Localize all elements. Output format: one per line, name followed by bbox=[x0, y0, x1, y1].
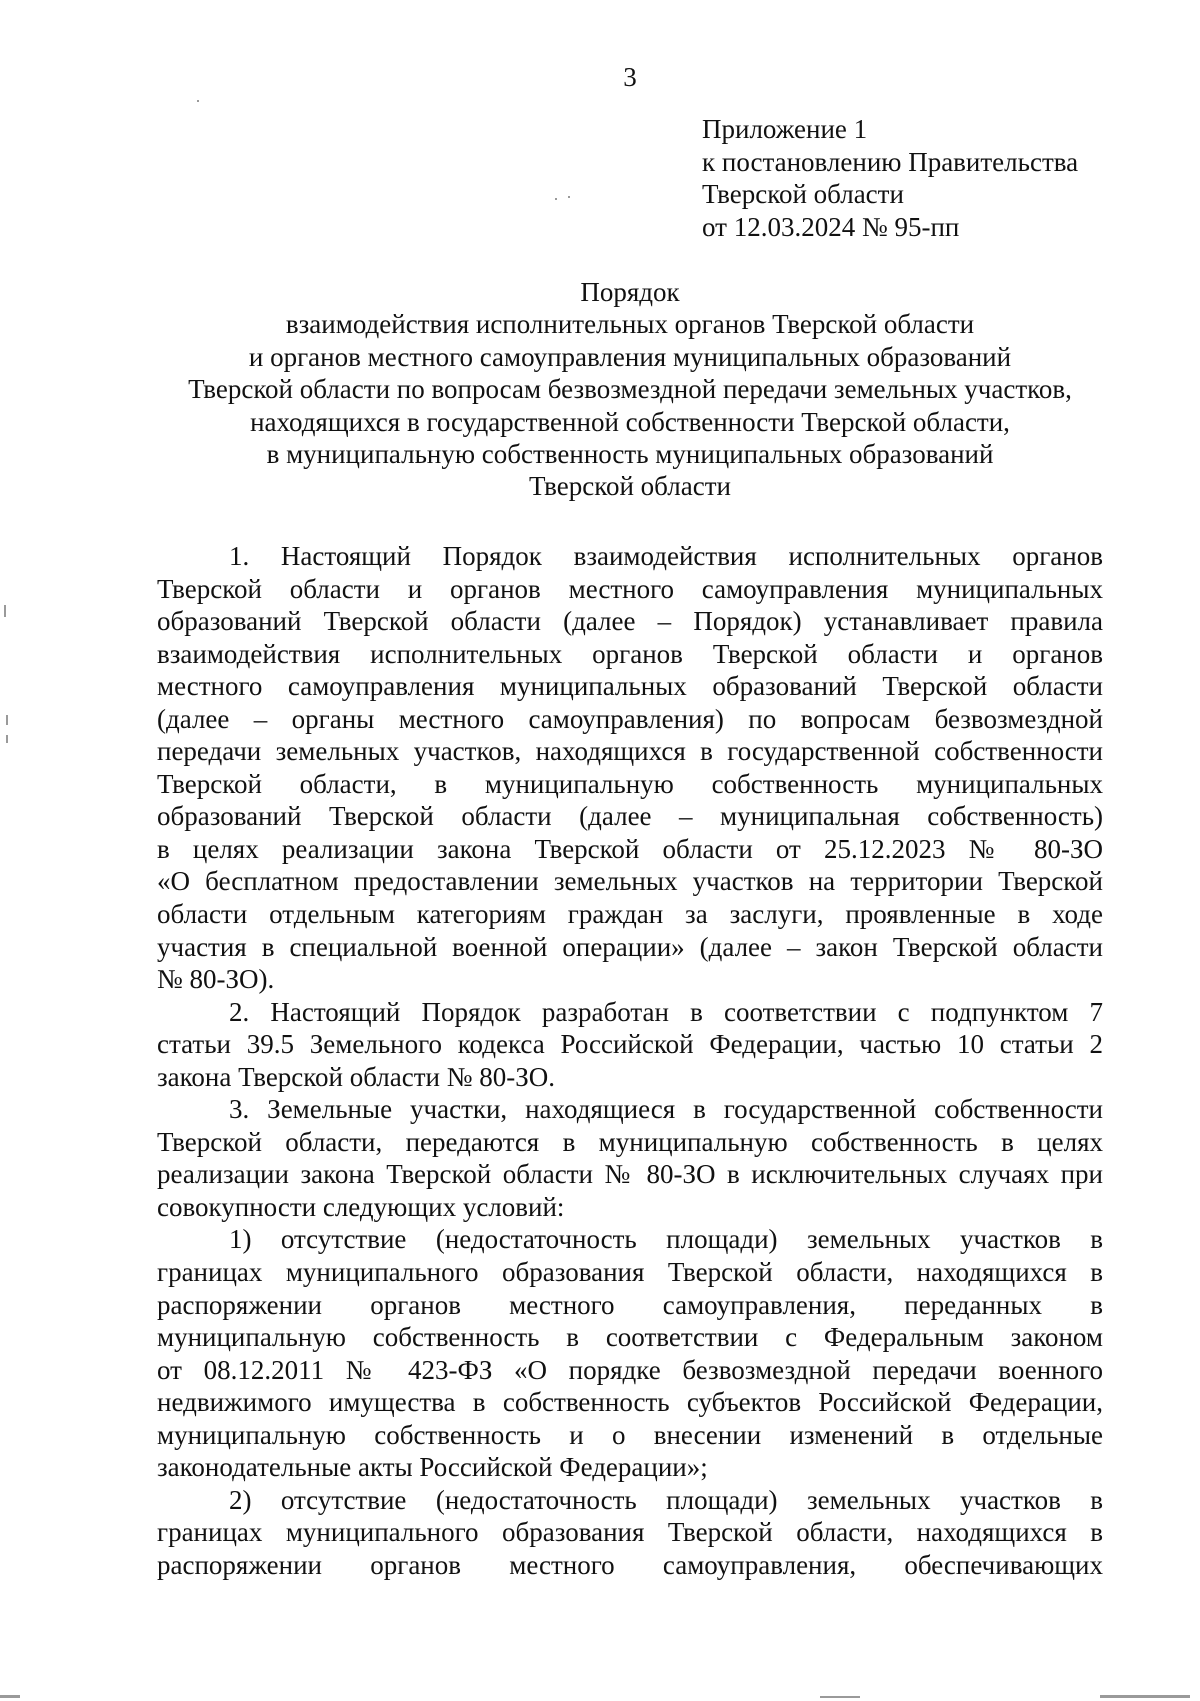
title-line: и органов местного самоуправления муниципальных образований bbox=[248, 341, 1012, 372]
appendix-line: Тверской области bbox=[702, 179, 904, 209]
body-line: муниципальную собственность в соответствии с Федеральным законом bbox=[157, 1322, 1103, 1353]
title-line: в муниципальную собственность муниципальных образований bbox=[266, 439, 994, 470]
title-line: взаимодействия исполнительных органов Тверской области bbox=[285, 309, 975, 340]
body-line: распоряжении органов местного самоуправления, переданных в bbox=[157, 1289, 1103, 1320]
scan-artifact bbox=[568, 196, 570, 198]
body-line: реализации закона Тверской области № 80-ЗО в исключительных случаях при bbox=[157, 1159, 1103, 1190]
body-line: 1) отсутствие (недостаточность площади) земельных участков в bbox=[229, 1224, 1103, 1255]
body-line: статьи 39.5 Земельного кодекса Российской Федерации, частью 10 статьи 2 bbox=[157, 1029, 1103, 1060]
title-line: Тверской области bbox=[529, 471, 731, 502]
body-line: в целях реализации закона Тверской области от 25.12.2023 № 80-ЗО bbox=[157, 833, 1103, 864]
body-line: границах муниципального образования Тверской области, находящихся в bbox=[157, 1517, 1103, 1548]
body-line: Тверской области и органов местного самоуправления муниципальных bbox=[157, 573, 1103, 604]
title-line: находящихся в государственной собственности Тверской области, bbox=[250, 406, 1010, 437]
body-line: Тверской области, в муниципальную собственность муниципальных bbox=[157, 768, 1103, 799]
body-line: «О бесплатном предоставлении земельных участков на территории Тверской bbox=[157, 866, 1103, 897]
body-line: области отдельным категориям граждан за заслуги, проявленные в ходе bbox=[157, 899, 1103, 930]
scan-artifact bbox=[4, 605, 6, 617]
body-line: распоряжении органов местного самоуправления, обеспечивающих bbox=[157, 1549, 1103, 1580]
scan-artifact bbox=[6, 715, 8, 725]
document-body bbox=[157, 540, 1103, 1582]
body-line: участия в специальной военной операции» (далее – закон Тверской области bbox=[157, 931, 1103, 962]
body-line: 1. Настоящий Порядок взаимодействия исполнительных органов bbox=[229, 541, 1103, 571]
body-line: (далее – органы местного самоуправления) по вопросам безвозмездной bbox=[157, 703, 1103, 734]
appendix-block bbox=[702, 113, 1078, 243]
scan-artifact bbox=[6, 735, 8, 743]
body-line: 3. Земельные участки, находящиеся в государственной собственности bbox=[229, 1094, 1103, 1125]
body-line: образований Тверской области (далее – Порядок) устанавливает правила bbox=[157, 606, 1103, 637]
body-line: законодательные акты Российской Федерации»; bbox=[157, 1452, 708, 1483]
body-line: Тверской области, передаются в муниципальную собственность в целях bbox=[157, 1126, 1103, 1157]
document-title bbox=[140, 276, 1120, 503]
title-line: Порядок bbox=[580, 277, 680, 307]
body-line: от 08.12.2011 № 423-ФЗ «О порядке безвозмездной передачи военного bbox=[157, 1354, 1103, 1385]
body-line: местного самоуправления муниципальных образований Тверской области bbox=[157, 671, 1103, 702]
title-line: Тверской области по вопросам безвозмездной передачи земельных участков, bbox=[188, 374, 1072, 405]
body-line: муниципальную собственность и о внесении изменений в отдельные bbox=[157, 1419, 1103, 1450]
body-line: 2) отсутствие (недостаточность площади) земельных участков в bbox=[229, 1484, 1103, 1515]
body-line: образований Тверской области (далее – муниципальная собственность) bbox=[157, 801, 1103, 832]
scan-artifact bbox=[0, 1695, 20, 1698]
appendix-line: от 12.03.2024 № 95-пп bbox=[702, 211, 960, 242]
body-line: 2. Настоящий Порядок разработан в соответствии с подпунктом 7 bbox=[229, 996, 1103, 1027]
appendix-line: к постановлению Правительства bbox=[702, 146, 1079, 177]
body-line: взаимодействия исполнительных органов Тверской области и органов bbox=[157, 638, 1103, 669]
page-number: 3 bbox=[623, 62, 637, 92]
scan-artifact bbox=[197, 100, 199, 102]
scan-artifact bbox=[820, 1696, 860, 1698]
body-line: совокупности следующих условий: bbox=[157, 1191, 565, 1222]
body-line: границах муниципального образования Тверской области, находящихся в bbox=[157, 1257, 1103, 1288]
body-line: передачи земельных участков, находящихся в государственной собственности bbox=[157, 736, 1103, 767]
scan-artifact bbox=[555, 198, 557, 200]
body-line: № 80-ЗО). bbox=[157, 964, 275, 995]
scan-artifact bbox=[1100, 1695, 1190, 1698]
body-line: недвижимого имущества в собственность субъектов Российской Федерации, bbox=[157, 1387, 1103, 1418]
body-line: закона Тверской области № 80-ЗО. bbox=[157, 1061, 556, 1092]
appendix-line: Приложение 1 bbox=[702, 114, 868, 144]
